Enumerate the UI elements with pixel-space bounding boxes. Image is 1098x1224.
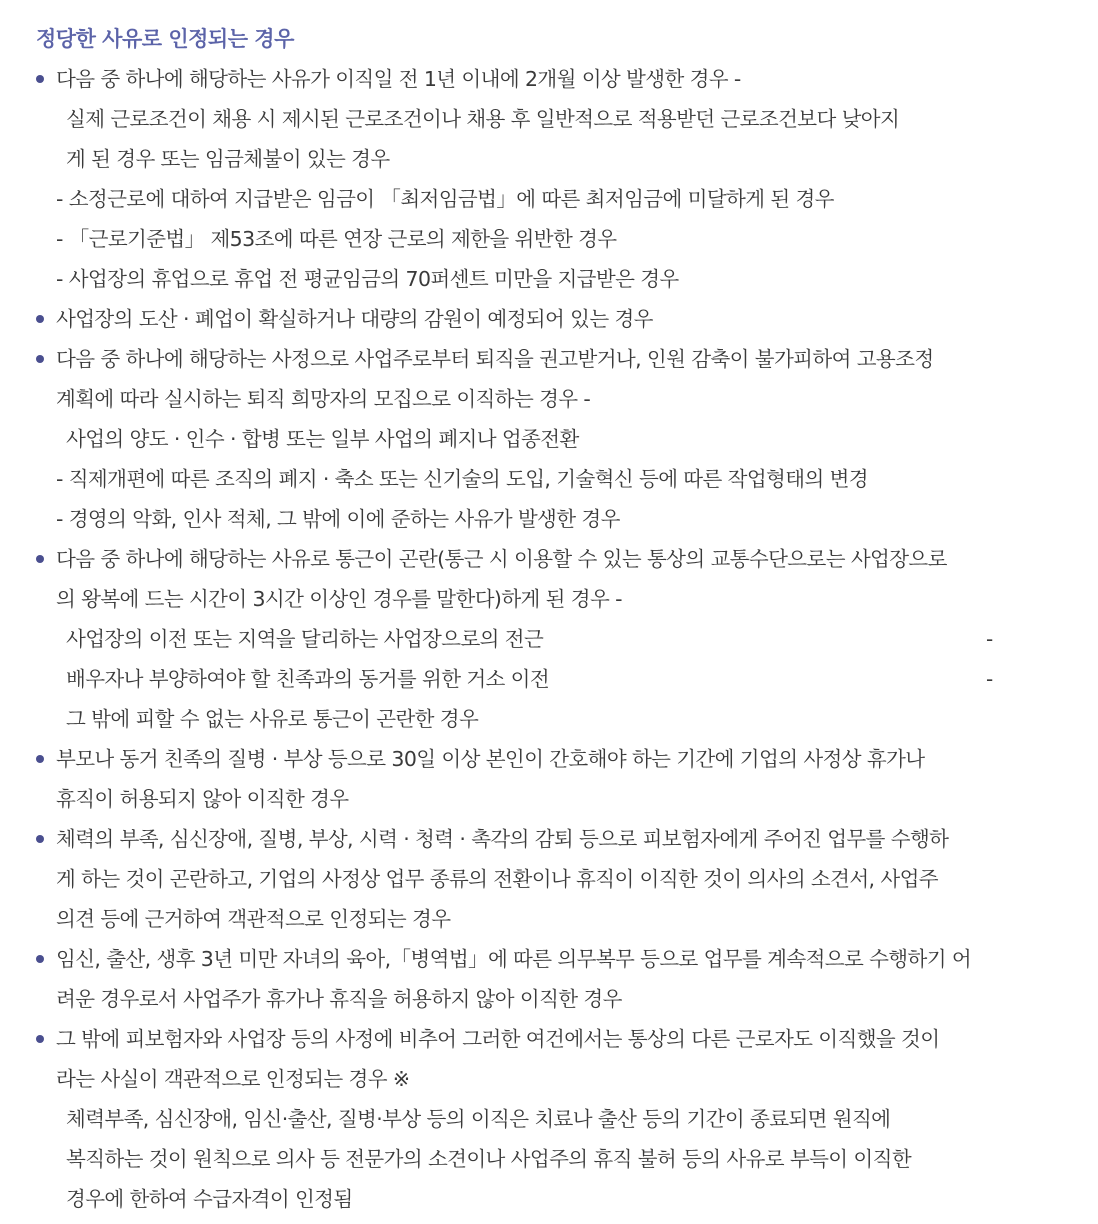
text-line: 배우자나 부양하여야 할 친족과의 동거를 위한 거소 이전 [66, 667, 550, 691]
text-line: - 「근로기준법」 제53조에 따른 연장 근로의 제한을 위반한 경우 [56, 227, 617, 251]
text-line: 사업의 양도 · 인수 · 합병 또는 일부 사업의 폐지나 업종전환 [66, 427, 579, 451]
text-line: 사업장의 이전 또는 지역을 달리하는 사업장으로의 전근 [66, 627, 544, 651]
bullet-icon [36, 835, 44, 843]
bullet-icon [36, 955, 44, 963]
text-line: 체력부족, 심신장애, 임신·출산, 질병·부상 등의 이직은 치료나 출산 등의 기간이 종료되면 원직에 [66, 1107, 891, 1131]
text-line: 다음 중 하나에 해당하는 사유가 이직일 전 1년 이내에 2개월 이상 발생한 경우 - [56, 67, 741, 91]
text-line: - 직제개편에 따른 조직의 폐지 · 축소 또는 신기술의 도입, 기술혁신 등에 따른 작업형태의 변경 [56, 467, 868, 491]
bullet-icon [36, 755, 44, 763]
text-line: - 사업장의 휴업으로 휴업 전 평균임금의 70퍼센트 미만을 지급받은 경우 [56, 267, 679, 291]
text-line: 려운 경우로서 사업주가 휴가나 휴직을 허용하지 않아 이직한 경우 [56, 987, 622, 1011]
text-line: 다음 중 하나에 해당하는 사유로 통근이 곤란(통근 시 이용할 수 있는 통상의 교통수단으로는 사업장으로 [56, 547, 947, 571]
text-line: 부모나 동거 친족의 질병 · 부상 등으로 30일 이상 본인이 간호해야 하는 기간에 기업의 사정상 휴가나 [56, 747, 925, 771]
bullet-icon [36, 75, 44, 83]
text-line: 라는 사실이 객관적으로 인정되는 경우 ※ [56, 1067, 410, 1091]
text-line: 실제 근로조건이 채용 시 제시된 근로조건이나 채용 후 일반적으로 적용받던 근로조건보다 낮아지 [66, 107, 900, 131]
bullet-icon [36, 555, 44, 563]
text-line: 게 하는 것이 곤란하고, 기업의 사정상 업무 종류의 전환이나 휴직이 이직한 것이 의사의 소견서, 사업주 [56, 867, 938, 891]
bullet-icon [36, 1035, 44, 1043]
text-line: 사업장의 도산 · 폐업이 확실하거나 대량의 감원이 예정되어 있는 경우 [56, 307, 653, 331]
text-line: 임신, 출산, 생후 3년 미만 자녀의 육아,「병역법」에 따른 의무복무 등으로 업무를 계속적으로 수행하기 어 [56, 947, 972, 971]
trailing-dash: - [986, 667, 994, 691]
text-line: 계획에 따라 실시하는 퇴직 희망자의 모집으로 이직하는 경우 - [56, 387, 591, 411]
bullet-icon [36, 355, 44, 363]
text-line: 체력의 부족, 심신장애, 질병, 부상, 시력 · 청력 · 촉각의 감퇴 등으로 피보험자에게 주어진 업무를 수행하 [56, 827, 949, 851]
section-title: 정당한 사유로 인정되는 경우 [36, 27, 294, 51]
text-line: 의견 등에 근거하여 객관적으로 인정되는 경우 [56, 907, 451, 931]
text-line: 경우에 한하여 수급자격이 인정됨 [66, 1187, 353, 1211]
text-line: 다음 중 하나에 해당하는 사정으로 사업주로부터 퇴직을 권고받거나, 인원 감축이 불가피하여 고용조정 [56, 347, 934, 371]
text-line: 게 된 경우 또는 임금체불이 있는 경우 [66, 147, 390, 171]
text-line: - 소정근로에 대하여 지급받은 임금이 「최저임금법」에 따른 최저임금에 미달하게 된 경우 [56, 187, 834, 211]
text-line: 의 왕복에 드는 시간이 3시간 이상인 경우를 말한다)하게 된 경우 - [56, 587, 622, 611]
bullet-icon [36, 315, 44, 323]
text-line: - 경영의 악화, 인사 적체, 그 밖에 이에 준하는 사유가 발생한 경우 [56, 507, 620, 531]
trailing-dash: - [986, 627, 994, 651]
text-line: 복직하는 것이 원칙으로 의사 등 전문가의 소견이나 사업주의 휴직 불허 등의 사유로 부득이 이직한 [66, 1147, 912, 1171]
text-line: 그 밖에 피할 수 없는 사유로 통근이 곤란한 경우 [66, 707, 479, 731]
text-line: 그 밖에 피보험자와 사업장 등의 사정에 비추어 그러한 여건에서는 통상의 다른 근로자도 이직했을 것이 [56, 1027, 940, 1051]
text-line: 휴직이 허용되지 않아 이직한 경우 [56, 787, 349, 811]
